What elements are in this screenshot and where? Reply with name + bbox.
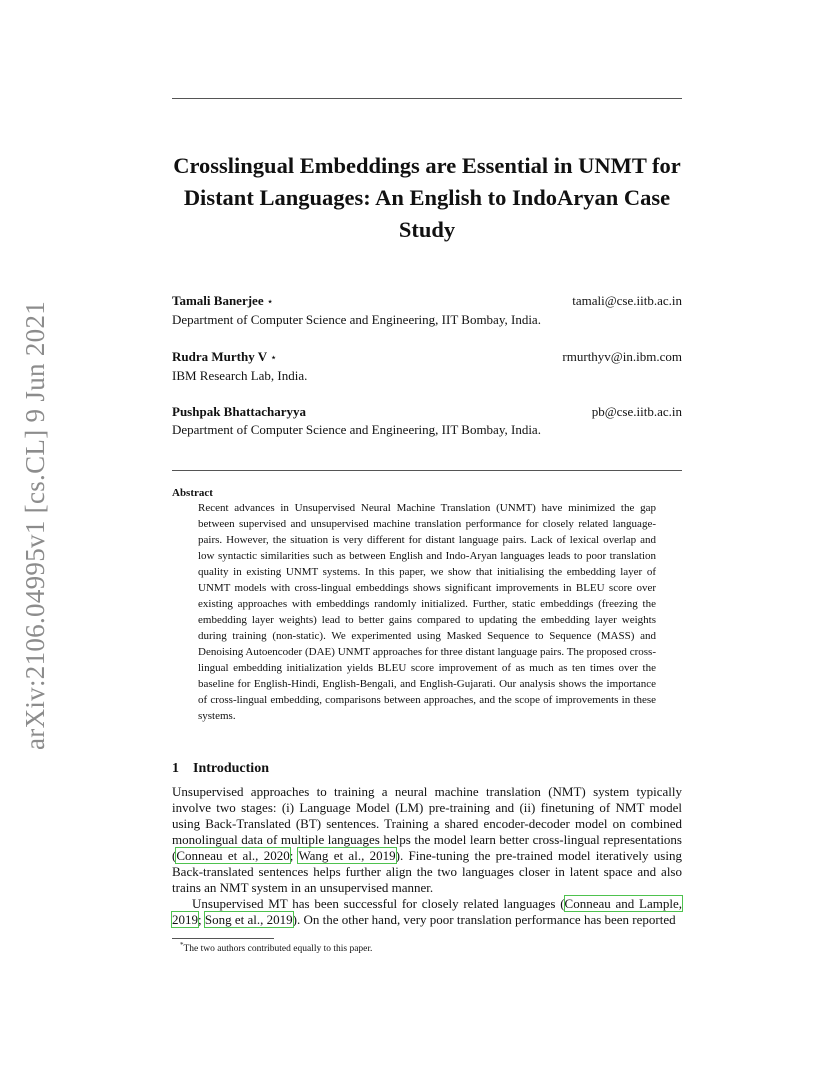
section-title: Introduction	[193, 761, 269, 776]
footnote-text: The two authors contributed equally to this paper.	[183, 944, 373, 955]
author-email[interactable]: pb@cse.iitb.ac.in	[591, 404, 682, 419]
paragraph	[172, 896, 682, 928]
abstract-text: Recent advances in Unsupervised Neural Machine Translation (UNMT) have minimized the gap between supervised and unsupervised machine translation performance for closely related language-pairs. However, the situation is very different for distant language pairs. Lack of lexical overlap and low syntactic similarities such as between English and Indo-Aryan languages leads to poor translation quality in existing UNMT systems. In this paper, we show that initialising the embedding layer of UNMT models with cross-lingual embeddings shows significant improvements in BLEU score over existing approaches with embeddings randomly initialized. Further, static embeddings (freezing the embedding layer weights) lead to better gains compared to updating the embedding layer weights during training (non-static). We experimented using Masked Sequence to Sequence (MASS) and Denoising Autoencoder (DAE) UNMT approaches for three distant language pairs. The proposed cross-lingual embedding initialization yields BLEU score improvement of as much as ten times over the baseline for English-Hindi, English-Bengali, and English-Gujarati. Our analysis shows the importance of cross-lingual embedding, comparisons between approaches, and the scope of improvements in these systems.	[198, 502, 656, 722]
body-text	[172, 784, 682, 928]
paper-title: Crosslingual Embeddings are Essential in UNMT for Distant Languages: An English to IndoAryan Case Study	[173, 153, 681, 242]
abstract-heading: Abstract	[172, 487, 213, 499]
author-affiliation: Department of Computer Science and Engineering, IIT Bombay, India.	[172, 422, 541, 437]
author-affiliation: IBM Research Lab, India.	[172, 368, 308, 383]
author-email[interactable]: tamali@cse.iitb.ac.in	[572, 293, 682, 308]
header-bottom-rule	[172, 470, 682, 471]
top-rule	[172, 98, 682, 99]
author-name: Tamali Banerjee	[172, 293, 264, 308]
equal-contribution-star: ⋆	[270, 352, 277, 364]
arxiv-identifier: arXiv:2106.04995v1 [cs.CL] 9 Jun 2021	[20, 300, 50, 750]
footnote	[180, 941, 372, 954]
text-run: ). Fine-tuning the pre-trained model iteratively using Back-translated sentences helps further align the two languages closer in latent space and also trains an NMT system in an unsupervised manner.	[172, 848, 682, 895]
text-run: Unsupervised approaches to training a neural machine translation (NMT) system typically involve two stages: (i) Language Model (LM) pre-training and (ii) finetuning of NMT model using Back-Translated (BT) sentences. Training a shared encoder-decoder model on combined monolingual data of multiple languages helps the model learn better cross-lingual representations (	[172, 784, 682, 863]
author-name: Rudra Murthy V	[172, 349, 268, 364]
citation-link[interactable]: Wang et al., 2019	[298, 848, 396, 863]
citation-link[interactable]: Conneau et al., 2020	[176, 848, 290, 863]
author-block-2	[172, 348, 682, 385]
section-number: 1	[172, 761, 179, 776]
citation-link[interactable]: Song et al., 2019	[204, 912, 293, 927]
author-block-1	[172, 292, 682, 329]
author-email[interactable]: rmurthyv@in.ibm.com	[562, 349, 682, 364]
text-run: ;	[289, 848, 299, 863]
footnote-rule	[172, 938, 274, 939]
author-block-3	[172, 403, 682, 439]
equal-contribution-star: ⋆	[266, 296, 274, 308]
citation-link[interactable]: Conneau and Lample, 2019	[172, 896, 682, 927]
text-run: ). On the other hand, very poor translation performance has been reported	[292, 912, 676, 927]
text-run: Unsupervised MT has been successful for closely related languages (	[192, 896, 565, 911]
author-affiliation: Department of Computer Science and Engineering, IIT Bombay, India.	[172, 312, 541, 327]
author-name: Pushpak Bhattacharyya	[172, 404, 306, 419]
section-heading	[172, 761, 269, 777]
footnote-mark: *	[180, 941, 184, 949]
paragraph	[172, 784, 682, 896]
text-run: ;	[198, 912, 205, 927]
